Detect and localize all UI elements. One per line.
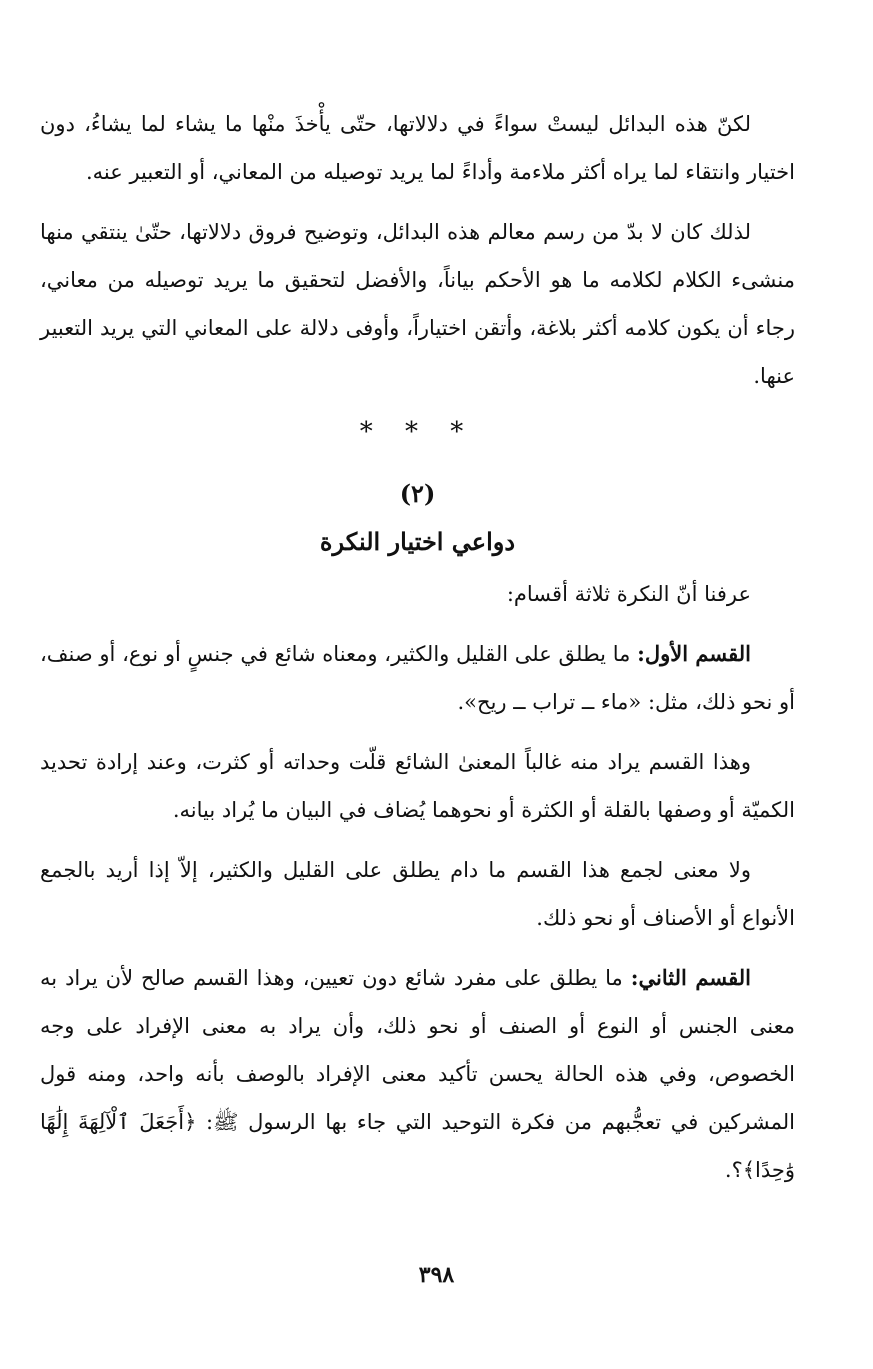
section-number: (٢) [399, 479, 436, 508]
part-two-label: القسم الثاني: [630, 965, 751, 990]
section-intro: عرفنا أنّ النكرة ثلاثة أقسام: [506, 582, 751, 606]
page-number: ٣٩٨ [418, 1262, 455, 1288]
paragraph-1: لكنّ هذه البدائل ليستْ سواءً في دلالاتها، حتّى يأْخذَ منْها ما يشاء لما يشاءُ، دون اختيار وانتقاء لما يراه أكثر ملاءمة وأداءً لما يريد توصيله من المعاني، أو التعبير عنه. [40, 112, 795, 184]
part-one-label: القسم الأول: [637, 641, 751, 666]
part-one-text: ما يطلق على القليل والكثير، ومعناه شائع في جنسٍ أو نوع، أو صنف، أو نحو ذلك، مثل: «ماء ــ تراب ــ ريح». [40, 642, 795, 714]
part-two-paragraph [40, 954, 795, 1194]
part-one-paragraph [40, 630, 795, 726]
page-body [40, 100, 795, 1206]
paragraph-2: لذلك كان لا بدّ من رسم معالم هذه البدائل، وتوضيح فروق دلالاتها، حتّىٰ ينتقي منها منشىء الكلام لكلامه ما هو الأحكم بياناً، والأفضل لتحقيق ما يريد توصيله من معاني، رجاء أن يكون كلامه أكثر بلاغة، وأتقن اختياراً، وأوفى دلالة على المعاني التي يريد التعبير عنها. [40, 220, 795, 388]
part-two-text: ما يطلق على مفرد شائع دون تعيين، وهذا القسم صالح لأن يراد به معنى الجنس أو النوع أو الصنف أو نحو ذلك، وأن يراد به معنى الإفراد على وجه الخصوص، وفي هذه الحالة يحسن تأكيد معنى الإفراد بالوصف بأنه واحد، ومنه قول المشركين في تعجُّبهم من فكرة التوحيد التي جاء بها الرسول ﷺ: ﴿أَجَعَلَ ٱلْآلِهَةَ إِلَٰهًا وَٰحِدًا﴾؟. [40, 966, 795, 1182]
section-separator: * * * [359, 417, 476, 447]
paragraph-part-one-plural: ولا معنى لجمع هذا القسم ما دام يطلق على القليل والكثير، إلاّ إذا أريد بالجمع الأنواع أو الأصناف أو نحو ذلك. [40, 858, 795, 930]
paragraph-part-one-meaning: وهذا القسم يراد منه غالباً المعنىٰ الشائع قلّت وحداته أو كثرت، وعند إرادة تحديد الكميّة أو وصفها بالقلة أو الكثرة أو نحوهما يُضاف في البيان ما يُراد بيانه. [40, 750, 795, 822]
section-title: دواعي اختيار النكرة [319, 527, 516, 556]
